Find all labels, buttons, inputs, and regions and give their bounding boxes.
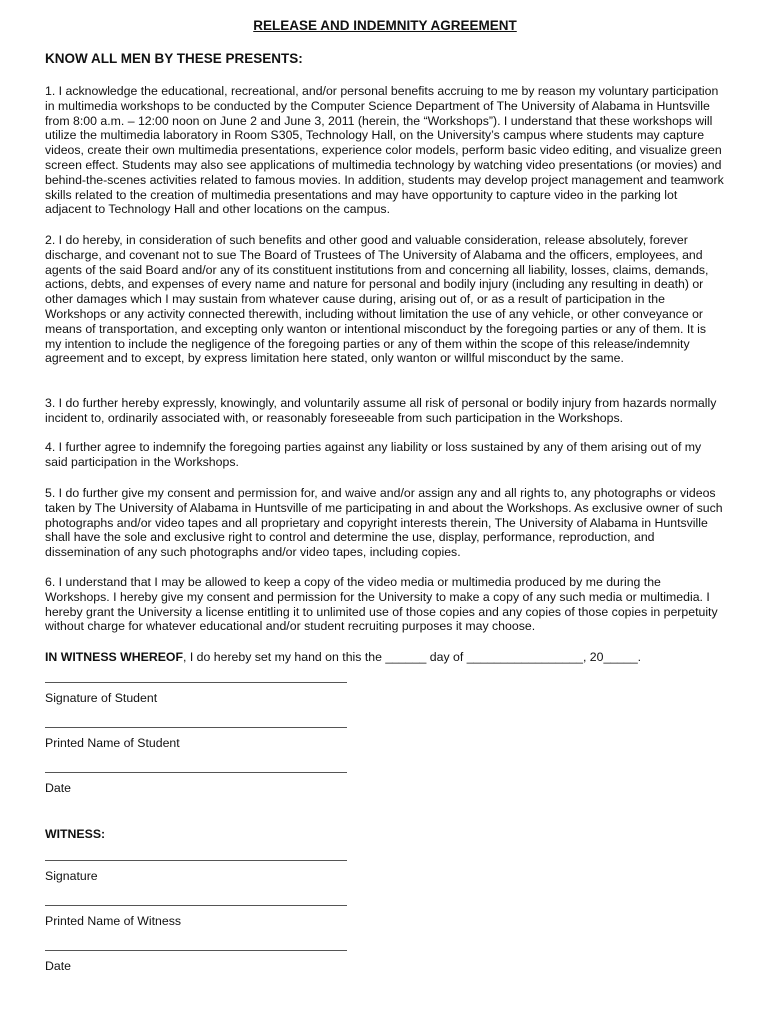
- signature-line: [45, 772, 347, 773]
- student-date-field[interactable]: [45, 772, 355, 795]
- witness-signature-field[interactable]: [45, 860, 355, 883]
- signature-line: [45, 860, 347, 861]
- signature-line: [45, 682, 347, 683]
- paragraph-2: 2. I do hereby, in consideration of such benefits and other good and valuable consideration, release absolutely, forever discharge, and covenant not to sue The Board of Trustees of The University of Alabama and the officers, employees, and agents of the said Board and/or any of its constituent institutions from and concerning all liability, losses, claims, demands, actions, debts, and expenses of every name and nature for personal and bodily injury (including any resulting in death) or other damages which I may sustain from whatever cause during, arising out of, or as a result of participation in the Workshops or any activity connected therewith, including without limitation the use of any vehicle, or other conveyance or means of transportation, and excepting only wanton or intentional misconduct by the foregoing parties or any of them. It is my intention to include the negligence of the foregoing parties or any of them within the scope of this release/indemnity agreement and to except, by express limitation here stated, only wanton or willful misconduct by the same.: [45, 233, 709, 366]
- witness-clause-bold: IN WITNESS WHEREOF: [45, 650, 183, 664]
- student-signature-field[interactable]: [45, 682, 355, 705]
- document-subtitle: KNOW ALL MEN BY THESE PRESENTS:: [45, 51, 303, 66]
- paragraph-1: 1. I acknowledge the educational, recreational, and/or personal benefits accruing to me by reason my voluntary participation in multimedia workshops to be conducted by the Computer Science Department of The University of Alabama in Huntsville from 8:00 a.m. – 12:00 noon on June 2 and June 3, 2011 (herein, the “Workshops”). I understand that these workshops will utilize the multimedia laboratory in Room S305, Technology Hall, on the University’s campus where students may capture videos, create their own multimedia presentations, experience color models, perform basic video editing, and visualize green screen effect. Students may also see applications of multimedia technology by watching video presentations (or movies) and behind-the-scenes activities related to famous movies. In addition, students may develop project management and teamwork skills related to the creation of multimedia presentations and may have opportunity to capture video in the parking lot adjacent to Technology Hall and other locations on the campus.: [45, 84, 724, 217]
- paragraph-3: 3. I do further hereby expressly, knowingly, and voluntarily assume all risk of personal or bodily injury from hazards normally incident to, ordinarily associated with, or reasonably foreseeable from such participation in the Workshops.: [45, 396, 717, 425]
- witness-heading: WITNESS:: [45, 827, 106, 841]
- signature-line: [45, 905, 347, 906]
- witness-printed-name-field[interactable]: [45, 905, 355, 928]
- witness-clause-text: , I do hereby set my hand on this the ______ day of _________________, 20_____.: [183, 650, 642, 664]
- signature-line: [45, 727, 347, 728]
- witness-date-field[interactable]: [45, 950, 355, 973]
- student-signature-label: Signature of Student: [45, 691, 158, 705]
- signature-line: [45, 950, 347, 951]
- student-printed-name-field[interactable]: [45, 727, 355, 750]
- paragraph-6: 6. I understand that I may be allowed to keep a copy of the video media or multimedia produced by me during the Workshops. I hereby give my consent and permission for the University to make a copy of any such media or multimedia. I hereby grant the University a license entitling it to unlimited use of those copies and any copies of those copies in perpetuity without charge for whatever educational and/or student recruiting purposes it may choose.: [45, 575, 718, 634]
- witness-printed-name-label: Printed Name of Witness: [45, 914, 181, 928]
- student-date-label: Date: [45, 781, 71, 795]
- document-title: RELEASE AND INDEMNITY AGREEMENT: [253, 18, 517, 33]
- student-printed-name-label: Printed Name of Student: [45, 736, 180, 750]
- witness-date-label: Date: [45, 959, 71, 973]
- witness-clause: [45, 650, 725, 665]
- witness-signature-label: Signature: [45, 869, 98, 883]
- paragraph-4: 4. I further agree to indemnify the foregoing parties against any liability or loss sustained by any of them arising out of my said participation in the Workshops.: [45, 440, 702, 469]
- paragraph-5: 5. I do further give my consent and permission for, and waive and/or assign any and all rights to, any photographs or videos taken by The University of Alabama in Huntsville of me participating in and about the Workshops. As exclusive owner of such photographs and/or video tapes and all proprietary and copyright interests therein, The University of Alabama in Huntsville shall have the sole and exclusive right to control and determine the use, display, performance, reproduction, and dissemination of any such photographs and/or video tapes, including copies.: [45, 486, 723, 560]
